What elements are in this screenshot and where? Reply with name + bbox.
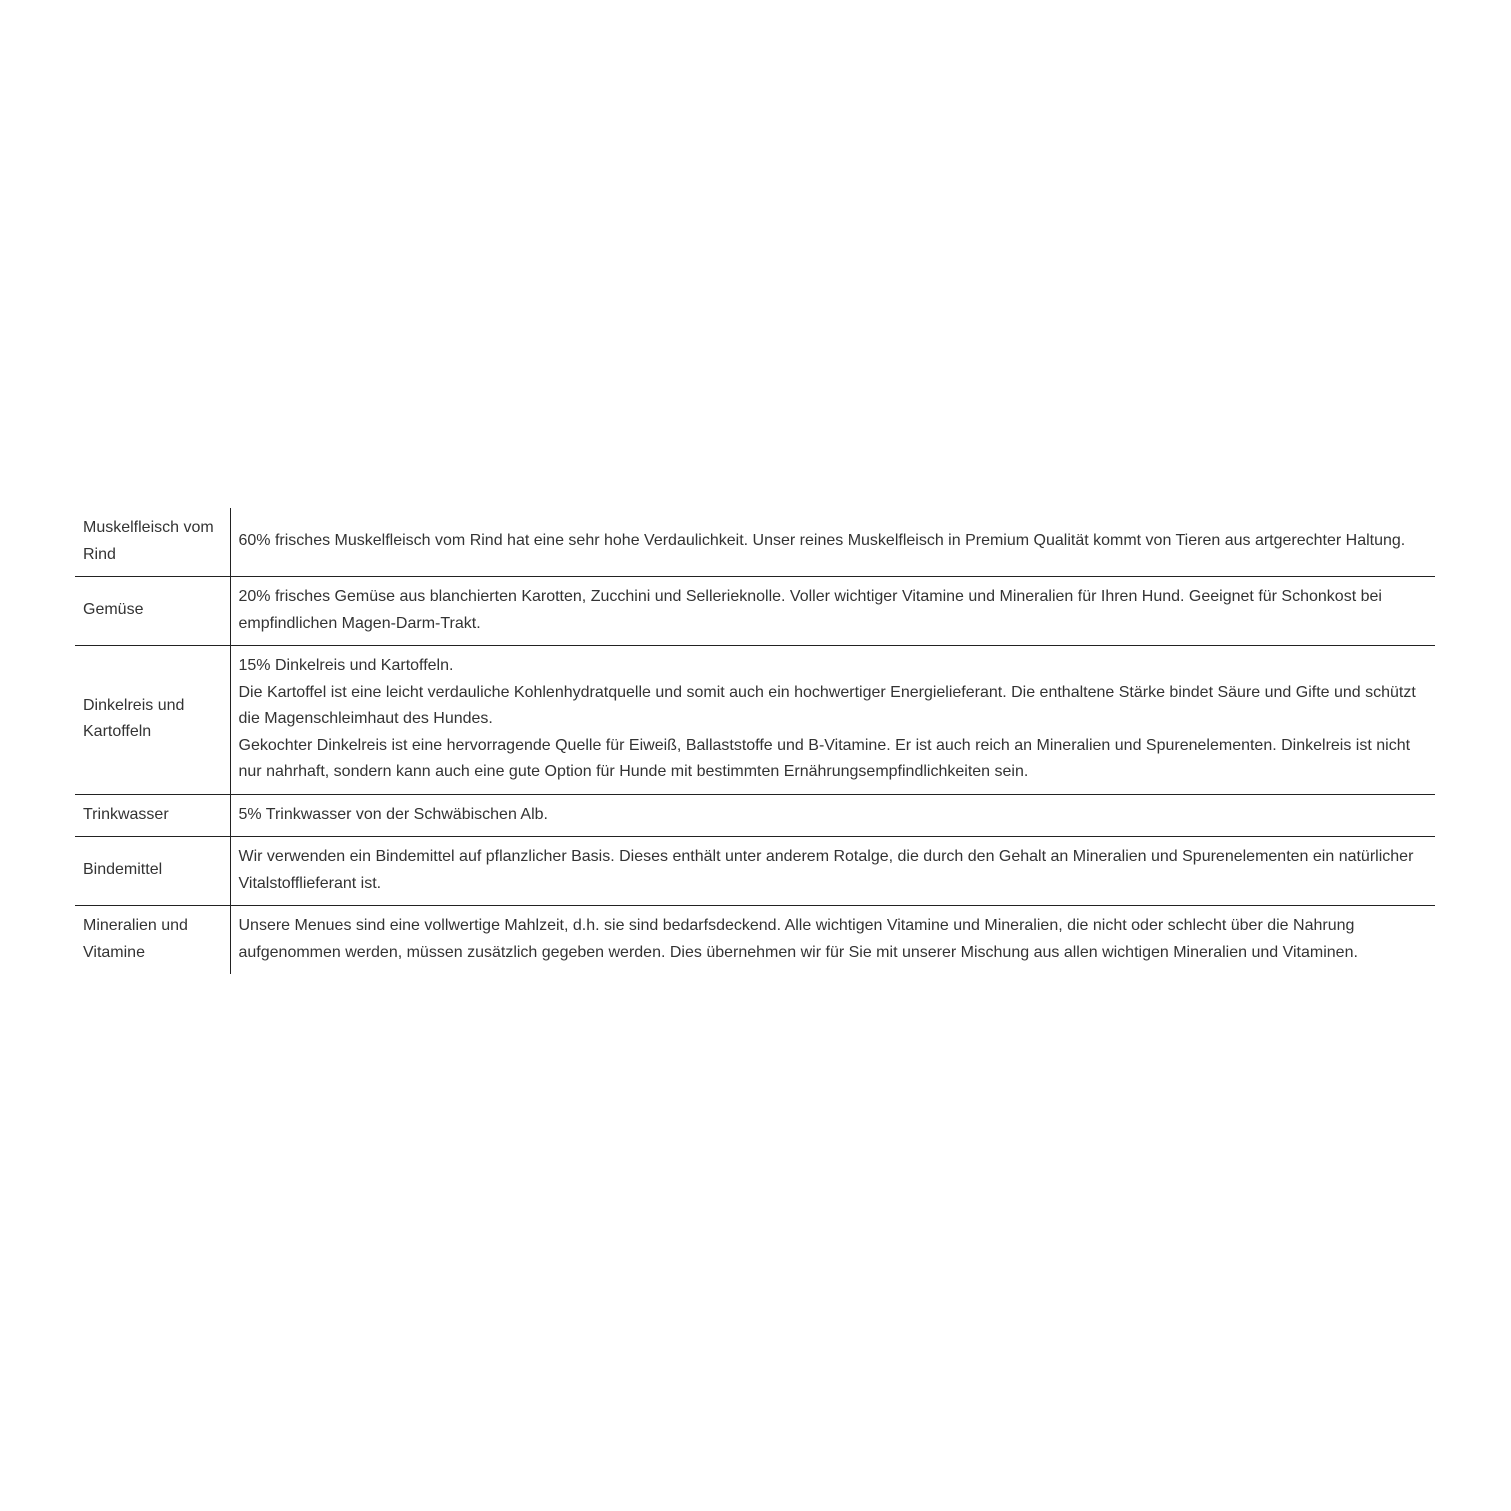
table-row [75, 794, 1435, 837]
ingredient-description [230, 646, 1435, 795]
table-row [75, 508, 1435, 577]
table-row [75, 577, 1435, 646]
ingredients-table [75, 508, 1435, 974]
description-line: Wir verwenden ein Bindemittel auf pflanzlicher Basis. Dieses enthält unter anderem Rotalge, die durch den Gehalt an Mineralien und Spurenelementen ein natürlicher Vitalstofflieferant ist. [238, 848, 1414, 892]
description-line: 60% frisches Muskelfleisch vom Rind hat eine sehr hohe Verdaulichkeit. Unser reines Muskelfleisch in Premium Qualität kommt von Tieren aus artgerechter Haltung. [238, 532, 1406, 550]
ingredient-description [230, 837, 1435, 906]
ingredient-description [230, 906, 1435, 975]
ingredient-description [230, 794, 1435, 837]
description-line: 15% Dinkelreis und Kartoffeln. [238, 657, 454, 674]
ingredient-name: Bindemittel [75, 837, 230, 906]
ingredient-name: Dinkelreis und Kartoffeln [75, 646, 230, 795]
ingredient-name: Muskelfleisch vom Rind [75, 508, 230, 577]
description-line: Gekochter Dinkelreis ist eine hervorragende Quelle für Eiweiß, Ballaststoffe und B-Vitamine. Er ist auch reich an Mineralien und Spurenelementen. Dinkelreis ist nicht nur nahrhaft, sondern kann auch eine gute Option für Hunde mit bestimmten Ernährungsempfindlichkeiten sein. [238, 736, 1411, 780]
ingredient-name: Mineralien und Vitamine [75, 906, 230, 975]
table-row [75, 906, 1435, 975]
table-row [75, 837, 1435, 906]
description-line: Unsere Menues sind eine vollwertige Mahlzeit, d.h. sie sind bedarfsdeckend. Alle wichtigen Vitamine und Mineralien, die nicht oder schlecht über die Nahrung aufgenommen werden, müssen zusätzlich gegeben werden. Dies übernehmen wir für Sie mit unserer Mischung aus allen wichtigen Mineralien und Vitaminen. [238, 917, 1358, 961]
ingredient-description [230, 577, 1435, 646]
table-row [75, 646, 1435, 795]
ingredient-name: Trinkwasser [75, 794, 230, 837]
ingredient-name: Gemüse [75, 577, 230, 646]
description-line: 20% frisches Gemüse aus blanchierten Karotten, Zucchini und Sellerieknolle. Voller wichtiger Vitamine und Mineralien für Ihren Hund. Geeignet für Schonkost bei empfindlichen Magen-Darm-Trakt. [238, 588, 1382, 632]
description-line: 5% Trinkwasser von der Schwäbischen Alb. [238, 805, 548, 823]
ingredient-description [230, 508, 1435, 577]
description-line: Die Kartoffel ist eine leicht verdauliche Kohlenhydratquelle und somit auch ein hochwertiger Energielieferant. Die enthaltene Stärke bindet Säure und Gifte und schützt die Magenschleimhaut des Hundes. [238, 683, 1416, 727]
